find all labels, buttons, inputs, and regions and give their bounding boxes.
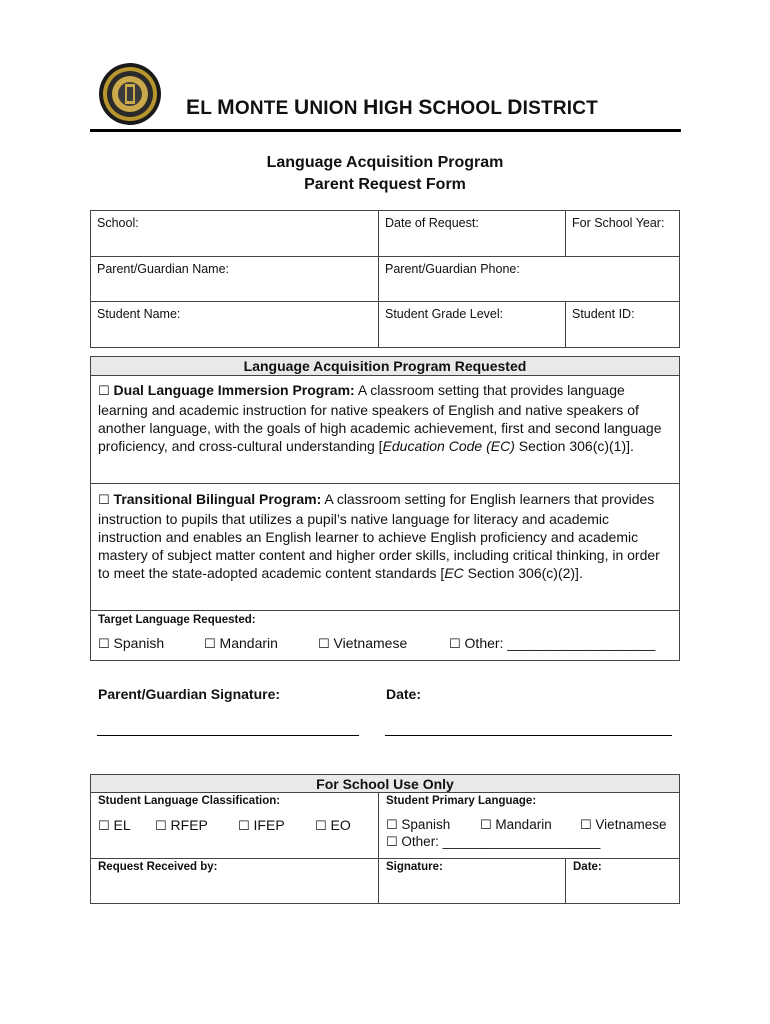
primary-language-label: Student Primary Language: — [386, 795, 537, 807]
form-title-line1: Language Acquisition Program — [266, 154, 504, 171]
parent-name-field[interactable] — [90, 256, 379, 302]
language-label: Mandarin — [219, 635, 278, 651]
grade-level-label: Student Grade Level: — [385, 307, 504, 321]
checkbox-icon[interactable]: ☐ — [449, 637, 461, 652]
transitional-option[interactable] — [98, 490, 674, 582]
dual-language-option[interactable] — [98, 381, 674, 455]
language-label: Other: ___________________ — [464, 635, 656, 651]
parent-signature-label: Parent/Guardian Signature: — [98, 686, 281, 702]
school-year-label: For School Year: — [572, 216, 665, 230]
classification-label: Student Language Classification: — [98, 795, 281, 807]
signature-date-label: Date: — [386, 686, 422, 702]
student-id-label: Student ID: — [572, 307, 635, 321]
dual-language-citation-end: Section 306(c)(1)]. — [514, 438, 634, 454]
language-option-vietnamese[interactable] — [318, 635, 407, 652]
language-option-spanish[interactable] — [98, 635, 164, 652]
student-id-field[interactable] — [565, 301, 680, 348]
classification-el[interactable] — [98, 817, 131, 834]
classification-rfep[interactable] — [155, 817, 208, 834]
transitional-description: A classroom setting for English learners that provides instruction to pupils that utilizes a pupil’s native language for literacy and academic instruction and enables an English learner to achieve English proficiency and academic mastery of subject matter content and higher order skills, including critical thinking, in order to meet the state-adopted academic content standards [ — [98, 491, 660, 581]
program-section-heading: Language Acquisition Program Requested — [90, 356, 680, 376]
school-signature-label: Signature: — [386, 861, 443, 873]
classification-eo[interactable] — [315, 817, 351, 834]
school-field[interactable] — [90, 210, 379, 257]
checkbox-icon[interactable]: ☐ — [386, 818, 398, 833]
classification-label-text: EL — [113, 817, 131, 833]
classification-ifep[interactable] — [238, 817, 285, 834]
student-name-label: Student Name: — [97, 307, 181, 321]
primary-language-text: Mandarin — [495, 817, 552, 832]
request-received-label: Request Received by: — [98, 861, 218, 873]
parent-signature-line[interactable] — [97, 735, 359, 736]
primary-language-text: Vietnamese — [595, 817, 667, 832]
transitional-citation-end: Section 306(c)(2)]. — [463, 565, 583, 581]
form-title-line2: Parent Request Form — [304, 176, 466, 193]
primary-language-spanish[interactable] — [386, 817, 450, 833]
checkbox-icon[interactable]: ☐ — [315, 819, 327, 834]
checkbox-icon[interactable]: ☐ — [480, 818, 492, 833]
school-year-field[interactable] — [565, 210, 680, 257]
date-of-request-label: Date of Request: — [385, 216, 479, 230]
parent-phone-label: Parent/Guardian Phone: — [385, 262, 520, 276]
dual-language-checkbox[interactable]: ☐ — [98, 384, 110, 399]
classification-label-text: EO — [330, 817, 351, 833]
dual-language-title: Dual Language Immersion Program: — [113, 382, 355, 398]
classification-label-text: IFEP — [253, 817, 285, 833]
primary-language-text: Spanish — [401, 817, 451, 832]
checkbox-icon[interactable]: ☐ — [238, 819, 250, 834]
dual-language-citation: Education Code (EC) — [382, 438, 515, 454]
dual-language-description: A classroom setting that provides language learning and academic instruction for native speakers of English and native speakers of another language, with the goals of high academic achievement, first and second language proficiency, and cross-cultural understanding [ — [98, 382, 662, 454]
checkbox-icon[interactable]: ☐ — [580, 818, 592, 833]
transitional-checkbox[interactable]: ☐ — [98, 493, 110, 508]
school-label: School: — [97, 216, 139, 230]
grade-level-field[interactable] — [378, 301, 566, 348]
primary-language-vietnamese[interactable] — [580, 817, 666, 833]
classification-label-text: RFEP — [170, 817, 208, 833]
checkbox-icon[interactable]: ☐ — [386, 835, 398, 850]
checkbox-icon[interactable]: ☐ — [204, 637, 216, 652]
parent-phone-field[interactable] — [378, 256, 680, 302]
school-use-heading: For School Use Only — [90, 774, 680, 793]
language-option-mandarin[interactable] — [204, 635, 278, 652]
school-date-label: Date: — [573, 861, 602, 873]
student-name-field[interactable] — [90, 301, 379, 348]
transitional-title: Transitional Bilingual Program: — [113, 491, 322, 507]
language-label: Vietnamese — [333, 635, 408, 651]
language-label: Spanish — [113, 635, 165, 651]
primary-language-mandarin[interactable] — [480, 817, 552, 833]
signature-date-line[interactable] — [385, 735, 672, 736]
primary-language-text: Other: _____________________ — [401, 834, 601, 849]
transitional-citation: EC — [444, 565, 464, 581]
district-seal-logo — [98, 62, 162, 126]
parent-name-label: Parent/Guardian Name: — [97, 262, 230, 276]
district-name: EL MONTE UNION HIGH SCHOOL DISTRICT — [186, 96, 598, 119]
target-language-label: Target Language Requested: — [98, 614, 256, 626]
date-of-request-field[interactable] — [378, 210, 566, 257]
header-rule — [90, 129, 681, 132]
checkbox-icon[interactable]: ☐ — [155, 819, 167, 834]
checkbox-icon[interactable]: ☐ — [318, 637, 330, 652]
checkbox-icon[interactable]: ☐ — [98, 637, 110, 652]
primary-language-other[interactable] — [386, 834, 600, 850]
language-option-other[interactable] — [449, 635, 655, 652]
checkbox-icon[interactable]: ☐ — [98, 819, 110, 834]
